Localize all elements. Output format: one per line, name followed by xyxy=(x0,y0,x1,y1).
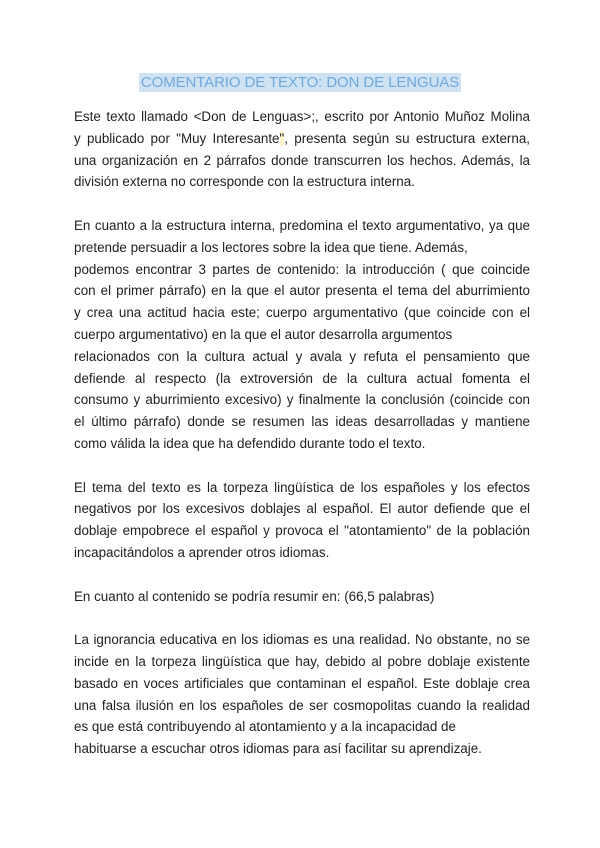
line-segment: y publicado por "Muy Interesante xyxy=(74,130,280,146)
paragraph-line: podemos encontrar 3 partes de contenido: la introducción ( que coincide xyxy=(74,261,530,277)
paragraph-line: pretende persuadir a los lectores sobre la idea que tiene. Además, xyxy=(74,239,468,255)
paragraph-line: el último párrafo) donde se resumen las ideas desarrolladas y mantiene xyxy=(74,414,530,430)
paragraph-line: cuerpo argumentativo) en la que el autor desarrolla argumentos xyxy=(74,326,453,342)
paragraph-line: como válida la idea que ha defendido durante todo el texto. xyxy=(74,435,426,451)
paragraph-line: una organización en 2 párrafos donde transcurren los hechos. Además, la xyxy=(74,152,530,168)
paragraph-line: negativos por los excesivos doblajes al español. El autor defiende que el xyxy=(74,501,530,517)
paragraph-2 xyxy=(74,215,530,455)
paragraph-line: doblaje empobrece el español y provoca el "atontamiento" de la población xyxy=(74,523,530,539)
paragraph-line: En cuanto al contenido se podría resumir en: (66,5 palabras) xyxy=(74,588,435,604)
text-highlight: " xyxy=(279,130,285,146)
paragraph-line: defiende al respecto (la extroversión de la cultura actual fomenta el xyxy=(74,370,530,386)
paragraph-5 xyxy=(74,629,530,760)
paragraph-line: es que está contribuyendo al atontamiento y a la incapacidad de xyxy=(74,719,456,735)
paragraph-line: La ignorancia educativa en los idiomas es una realidad. No obstante, no se xyxy=(74,632,530,648)
document-title: COMENTARIO DE TEXTO: DON DE LENGUAS xyxy=(140,74,460,91)
paragraph-line: división externa no corresponde con la estructura interna. xyxy=(74,174,415,190)
paragraph-line: con el primer párrafo) en la que el autor presenta el tema del aburrimiento xyxy=(74,283,530,299)
paragraph-line: y crea una actitud hacia este; cuerpo argumentativo (que coincide con el xyxy=(74,305,530,321)
paragraph-3 xyxy=(74,477,530,564)
document-body xyxy=(74,106,530,782)
paragraph-line xyxy=(74,128,530,150)
paragraph-line: basado en voces artificiales que contaminan el español. Este doblaje crea xyxy=(74,675,530,691)
paragraph-line: El tema del texto es la torpeza lingüística de los españoles y los efectos xyxy=(74,479,530,495)
paragraph-line: una falsa ilusión en los españoles de ser cosmopolitas cuando la realidad xyxy=(74,697,530,713)
paragraph-line: relacionados con la cultura actual y avala y refuta el pensamiento que xyxy=(74,348,530,364)
line-segment: , presenta según su estructura externa, xyxy=(284,130,531,146)
paragraph-line: incapacitándolos a aprender otros idiomas. xyxy=(74,544,330,560)
paragraph-line: incide en la torpeza lingüística que hay, debido al pobre doblaje existente xyxy=(74,653,530,669)
paragraph-4 xyxy=(74,586,530,608)
title-wrap xyxy=(0,73,600,92)
paragraph-line: habituarse a escuchar otros idiomas para así facilitar su aprendizaje. xyxy=(74,741,482,757)
paragraph-line: consumo y aburrimiento excesivo) y finalmente la conclusión (coincide con xyxy=(74,392,530,408)
paragraph-line: Este texto llamado <Don de Lenguas>;, escrito por Antonio Muñoz Molina xyxy=(74,109,530,124)
paragraph-line: En cuanto a la estructura interna, predomina el texto argumentativo, ya que xyxy=(74,217,530,233)
paragraph-1 xyxy=(74,106,530,193)
